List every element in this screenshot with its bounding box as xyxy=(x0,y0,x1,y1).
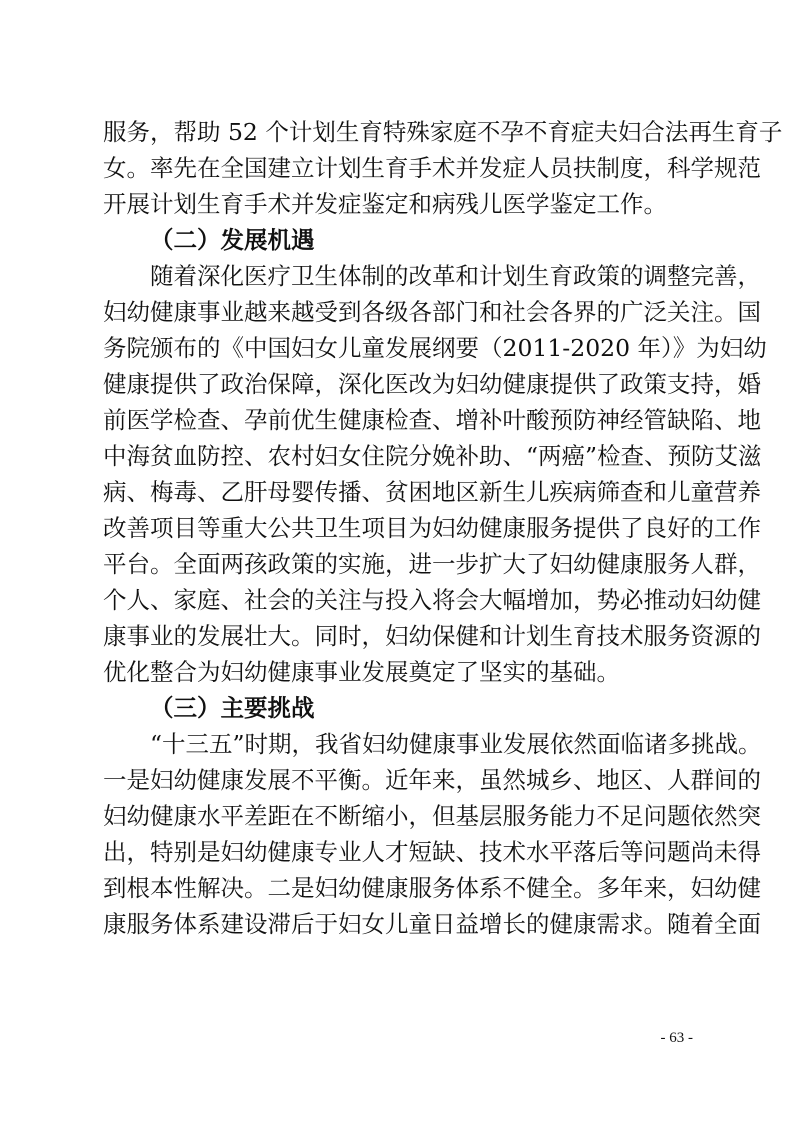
text-line: 改善项目等重大公共卫生项目为妇幼健康服务提供了良好的工作 xyxy=(103,514,761,542)
section-heading: （二）发展机遇 xyxy=(150,226,315,254)
text-line: 病、梅毒、乙肝母婴传播、贫困地区新生儿疾病筛查和儿童营养 xyxy=(103,478,761,506)
text-line: 平台。全面两孩政策的实施，进一步扩大了妇幼健康服务人群， xyxy=(103,550,761,578)
text-line: 随着深化医疗卫生体制的改革和计划生育政策的调整完善， xyxy=(150,262,761,290)
text-line: 优化整合为妇幼健康事业发展奠定了坚实的基础。 xyxy=(103,658,620,686)
text-line: 前医学检查、孕前优生健康检查、增补叶酸预防神经管缺陷、地 xyxy=(103,406,761,434)
text-line: 服务，帮助 52 个计划生育特殊家庭不孕不育症夫妇合法再生育子 xyxy=(103,118,783,146)
text-line: 到根本性解决。二是妇幼健康服务体系不健全。多年来，妇幼健 xyxy=(103,874,761,902)
text-line: 务院颁布的《中国妇女儿童发展纲要（2011-2020 年）》为妇幼 xyxy=(103,334,767,362)
text-line: 妇幼健康事业越来越受到各级各部门和社会各界的广泛关注。国 xyxy=(103,298,761,326)
text-line: 一是妇幼健康发展不平衡。近年来，虽然城乡、地区、人群间的 xyxy=(103,766,761,794)
text-line: 妇幼健康水平差距在不断缩小，但基层服务能力不足问题依然突 xyxy=(103,802,761,830)
text-line: 中海贫血防控、农村妇女住院分娩补助、“两癌”检查、预防艾滋 xyxy=(103,442,762,470)
page-number: - 63 - xyxy=(660,1030,693,1046)
text-line: 开展计划生育手术并发症鉴定和病残儿医学鉴定工作。 xyxy=(103,190,667,218)
text-line: “十三五”时期，我省妇幼健康事业发展依然面临诸多挑战。 xyxy=(150,730,762,758)
text-line: 康服务体系建设滞后于妇女儿童日益增长的健康需求。随着全面 xyxy=(103,910,761,938)
section-heading: （三）主要挑战 xyxy=(150,694,315,722)
text-line: 健康提供了政治保障，深化医改为妇幼健康提供了政策支持，婚 xyxy=(103,370,761,398)
text-line: 康事业的发展壮大。同时，妇幼保健和计划生育技术服务资源的 xyxy=(103,622,761,650)
text-line: 出，特别是妇幼健康专业人才短缺、技术水平落后等问题尚未得 xyxy=(103,838,761,866)
text-line: 个人、家庭、社会的关注与投入将会大幅增加，势必推动妇幼健 xyxy=(103,586,761,614)
text-line: 女。率先在全国建立计划生育手术并发症人员扶制度，科学规范 xyxy=(103,154,761,182)
